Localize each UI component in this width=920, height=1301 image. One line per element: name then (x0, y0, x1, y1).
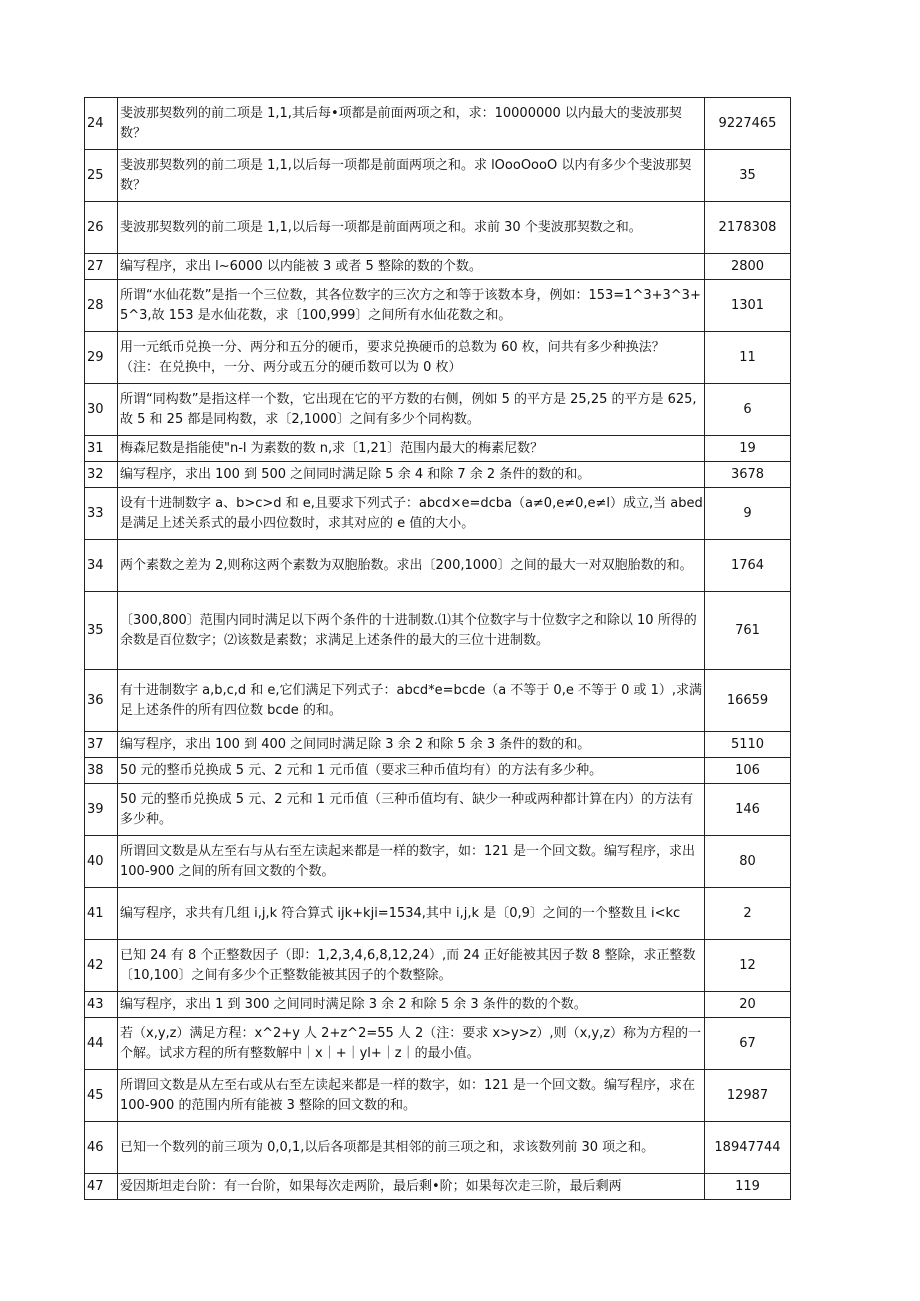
problem-number: 24 (85, 98, 118, 150)
problem-answer: 12987 (705, 1070, 791, 1122)
problem-answer: 146 (705, 784, 791, 836)
problem-number: 31 (85, 436, 118, 462)
problem-number: 34 (85, 540, 118, 592)
problem-answer: 16659 (705, 670, 791, 732)
table-row (85, 784, 791, 836)
problem-text: 有十进制数字 a,b,c,d 和 e,它们满足下列式子：abcd*e=bcde（a 不等于 0,e 不等于 0 或 1）,求满足上述条件的所有四位数 bcde 的和。 (118, 670, 705, 732)
problem-number: 26 (85, 202, 118, 254)
problem-answer: 9227465 (705, 98, 791, 150)
table-row (85, 592, 791, 670)
table-row (85, 758, 791, 784)
problem-text: 用一元纸币兑换一分、两分和五分的硬币，要求兑换硬币的总数为 60 枚，问共有多少种换法？（注：在兑换中，一分、两分或五分的硬币数可以为 0 枚） (118, 332, 705, 384)
problem-text: 编写程序，求出 100 到 400 之间同时满足除 3 余 2 和除 5 余 3 条件的数的和。 (118, 732, 705, 758)
problem-number: 36 (85, 670, 118, 732)
problem-table-body (85, 98, 791, 1200)
table-row (85, 1174, 791, 1200)
problem-number: 28 (85, 280, 118, 332)
problem-number: 42 (85, 940, 118, 992)
problem-number: 39 (85, 784, 118, 836)
problem-text: 斐波那契数列的前二项是 1,1,以后每一项都是前面两项之和。求 lOooOooO 以内有多少个斐波那契数？ (118, 150, 705, 202)
table-row (85, 384, 791, 436)
table-row (85, 254, 791, 280)
table-row (85, 1122, 791, 1174)
problem-text: 编写程序，求出 l~6000 以内能被 3 或者 5 整除的数的个数。 (118, 254, 705, 280)
problem-number: 32 (85, 462, 118, 488)
problem-text: 已知 24 有 8 个正整数因子（即：1,2,3,4,6,8,12,24）,而 24 正好能被其因子数 8 整除，求正整数〔10,100〕之间有多少个正整数能被其因子的个数整除。 (118, 940, 705, 992)
problem-answer: 1301 (705, 280, 791, 332)
problem-answer: 35 (705, 150, 791, 202)
problem-text: 50 元的整币兑换成 5 元、2 元和 1 元币值（要求三种币值均有）的方法有多少种。 (118, 758, 705, 784)
table-row (85, 540, 791, 592)
table-row (85, 332, 791, 384)
table-row (85, 1070, 791, 1122)
table-row (85, 202, 791, 254)
problem-number: 40 (85, 836, 118, 888)
problem-text: 所谓回文数是从左至右与从右至左读起来都是一样的数字，如：121 是一个回文数。编写程序，求出 100-900 之间的所有回文数的个数。 (118, 836, 705, 888)
problem-text: 编写程序，求出 100 到 500 之间同时满足除 5 余 4 和除 7 余 2 条件的数的和。 (118, 462, 705, 488)
problem-number: 43 (85, 992, 118, 1018)
problem-answer: 6 (705, 384, 791, 436)
table-row (85, 280, 791, 332)
problem-number: 45 (85, 1070, 118, 1122)
problem-text: 斐波那契数列的前二项是 1,1,其后每•项都是前面两项之和，求：10000000 以内最大的斐波那契数？ (118, 98, 705, 150)
problem-text: 〔300,800〕范围内同时满足以下两个条件的十进制数.⑴其个位数字与十位数字之和除以 10 所得的余数是百位数字；⑵该数是素数；求满足上述条件的最大的三位十进制数。 (118, 592, 705, 670)
problem-text: 所谓回文数是从左至右或从右至左读起来都是一样的数字，如：121 是一个回文数。编写程序，求在 100-900 的范围内所有能被 3 整除的回文数的和。 (118, 1070, 705, 1122)
problem-number: 33 (85, 488, 118, 540)
table-row (85, 150, 791, 202)
problem-answer: 19 (705, 436, 791, 462)
problem-number: 25 (85, 150, 118, 202)
table-row (85, 98, 791, 150)
problem-text: 设有十进制数字 a、b>c>d 和 e,且要求下列式子：abcd×e=dcba（a≠0,e≠0,e≠l）成立,当 abed 是满足上述关系式的最小四位数时，求其对应的 e 值的大小。 (118, 488, 705, 540)
table-row (85, 436, 791, 462)
table-row (85, 732, 791, 758)
problem-answer: 3678 (705, 462, 791, 488)
problem-answer: 106 (705, 758, 791, 784)
problem-number: 29 (85, 332, 118, 384)
table-row (85, 992, 791, 1018)
problem-text: 所谓“同构数”是指这样一个数，它出现在它的平方数的右侧，例如 5 的平方是 25,25 的平方是 625,故 5 和 25 都是同构数，求〔2,1000〕之间有多少个同构数。 (118, 384, 705, 436)
problem-answer: 80 (705, 836, 791, 888)
problem-answer: 5110 (705, 732, 791, 758)
problem-text: 编写程序，求出 1 到 300 之间同时满足除 3 余 2 和除 5 余 3 条件的数的个数。 (118, 992, 705, 1018)
problem-answer: 2800 (705, 254, 791, 280)
table-row (85, 1018, 791, 1070)
table-row (85, 940, 791, 992)
problem-number: 46 (85, 1122, 118, 1174)
problem-number: 41 (85, 888, 118, 940)
problem-text: 若（x,y,z）满足方程：x^2+y 人 2+z^2=55 人 2（注：要求 x>y>z）,则（x,y,z）称为方程的一个解。试求方程的所有整数解中｜x｜+｜yl+｜z｜的最小值。 (118, 1018, 705, 1070)
problem-number: 47 (85, 1174, 118, 1200)
problem-text: 爱因斯坦走台阶：有一台阶，如果每次走两阶，最后剩•阶；如果每次走三阶，最后剩两 (118, 1174, 705, 1200)
table-row (85, 488, 791, 540)
problem-answer: 9 (705, 488, 791, 540)
problem-answer: 20 (705, 992, 791, 1018)
problem-text: 50 元的整币兑换成 5 元、2 元和 1 元币值（三种币值均有、缺少一种或两种都计算在内）的方法有多少种。 (118, 784, 705, 836)
problem-text: 斐波那契数列的前二项是 1,1,以后每一项都是前面两项之和。求前 30 个斐波那契数之和。 (118, 202, 705, 254)
problem-number: 27 (85, 254, 118, 280)
problem-text: 梅森尼数是指能使"n-l 为素数的数 n,求〔1,21〕范围内最大的梅素尼数？ (118, 436, 705, 462)
problem-answer: 761 (705, 592, 791, 670)
problem-answer: 18947744 (705, 1122, 791, 1174)
problem-answer: 67 (705, 1018, 791, 1070)
problem-answer: 2 (705, 888, 791, 940)
problem-text: 已知一个数列的前三项为 0,0,1,以后各项都是其相邻的前三项之和，求该数列前 30 项之和。 (118, 1122, 705, 1174)
table-row (85, 670, 791, 732)
problem-number: 35 (85, 592, 118, 670)
table-row (85, 836, 791, 888)
problem-answer: 12 (705, 940, 791, 992)
problem-text: 编写程序，求共有几组 i,j,k 符合算式 ijk+kji=1534,其中 i,j,k 是〔0,9〕之间的一个整数且 i<kc (118, 888, 705, 940)
problem-number: 38 (85, 758, 118, 784)
problem-text: 所谓“水仙花数”是指一个三位数，其各位数字的三次方之和等于该数本身，例如：153=1^3+3^3+5^3,故 153 是水仙花数，求〔100,999〕之间所有水仙花数之和。 (118, 280, 705, 332)
table-row (85, 888, 791, 940)
problem-number: 30 (85, 384, 118, 436)
problem-answer: 1764 (705, 540, 791, 592)
problem-answer: 2178308 (705, 202, 791, 254)
problem-answer: 11 (705, 332, 791, 384)
problem-text: 两个素数之差为 2,则称这两个素数为双胞胎数。求出〔200,1000〕之间的最大一对双胞胎数的和。 (118, 540, 705, 592)
table-row (85, 462, 791, 488)
problem-number: 37 (85, 732, 118, 758)
problem-number: 44 (85, 1018, 118, 1070)
problem-table (84, 97, 791, 1200)
problem-answer: 119 (705, 1174, 791, 1200)
